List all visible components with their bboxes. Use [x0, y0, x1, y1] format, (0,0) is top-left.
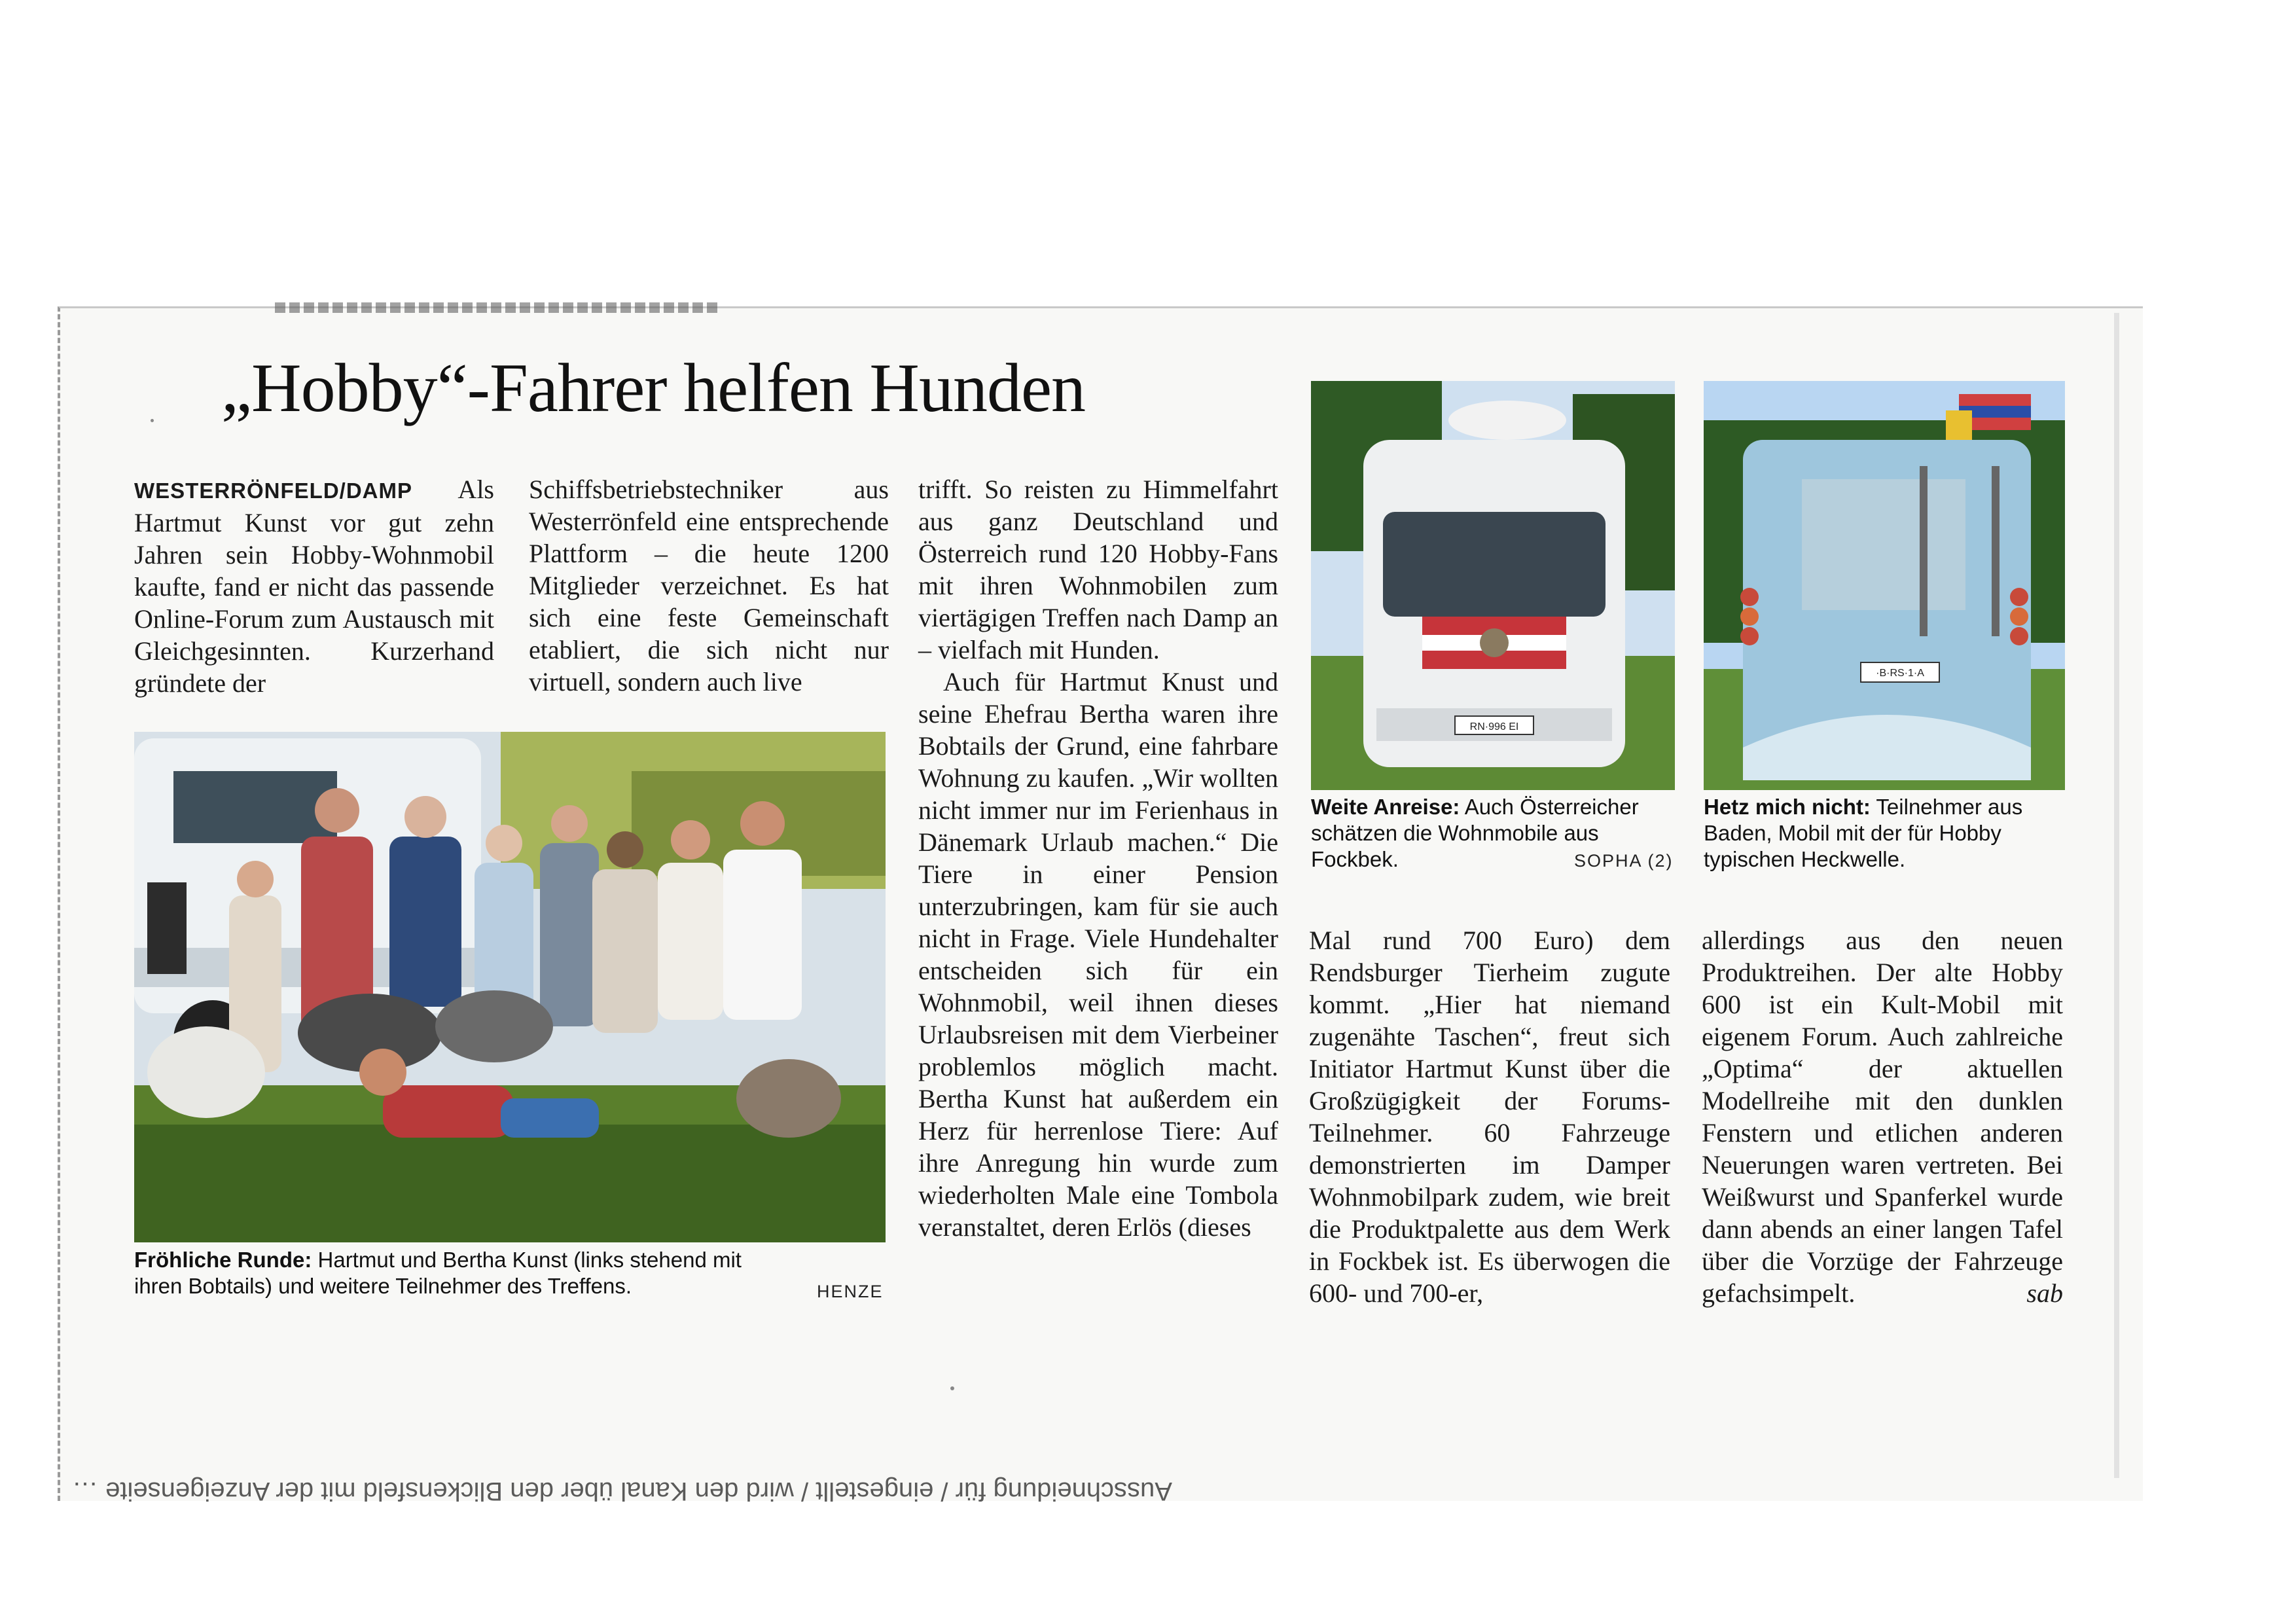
- rear-camper-photo: [1704, 381, 2065, 790]
- rear-photo-caption: [1704, 794, 2070, 873]
- article-column-1: [134, 473, 494, 699]
- dateline: WESTERRÖNFELD/DAMP: [134, 478, 412, 503]
- article-headline: „Hobby“-Fahrer helfen Hunden: [221, 350, 1086, 426]
- rear-caption-text: Teilnehmer aus Baden, Mobil mit der für Hobby typischen Heckwelle.: [1704, 795, 2023, 871]
- group-photo-caption: [134, 1247, 776, 1299]
- front-camper-photo: [1311, 381, 1675, 790]
- front-photo-credit: SOPHA (2): [1574, 851, 1674, 871]
- mirrored-footer-text: Ausschneidung für / eingestellt / wird den Kanal über den Blickensfeld mit der Anzeigenseite …: [72, 1477, 1172, 1506]
- column-4-text: Mal rund 700 Euro) dem Rendsburger Tierheim zugute kommt. „Hier hat niemand zugenähte Taschen“, freut sich Initiator Hartmut Kunst über die Großzügigkeit der Forums-Teilnehmer. 60 Fahrzeuge demonstrierten im Damper Wohnmobilpark zudem, wie breit die Produktpalette aus dem Werk in Fockbek ist. Es überwogen die 600- und 700-er,: [1309, 926, 1670, 1308]
- column-5-text: allerdings aus den neuen Produktreihen. Der alte Hobby 600 ist ein Kult-Mobil mit eigenem Forum. Auch zahlreiche „Optima“ der aktuellen Modellreihe mit den dunklen Fenstern und etlichen anderen Neuerungen waren vertreten. Bei Weißwurst und Spanferkel wurde dann abends an einer langen Tafel über die Vorzüge der Fahrzeuge gefachsimpelt.: [1702, 926, 2063, 1308]
- group-photo-image: [134, 732, 886, 1242]
- author-signature: sab: [2026, 1278, 2063, 1308]
- front-camper-image: [1311, 381, 1675, 790]
- article-column-3: [918, 473, 1278, 1243]
- article-column-4: [1309, 924, 1670, 1309]
- group-caption-text: Hartmut und Bertha Kunst (links stehend mit ihren Bobtails) und weitere Teilnehmer des Treffens.: [134, 1248, 742, 1298]
- column-3-paragraph-2: Auch für Hartmut Knust und seine Ehefrau Bertha waren ihre Bobtails der Grund, eine fahrbare Wohnung zu kaufen. „Wir wollten nicht immer nur im Ferienhaus in Dänemark Urlaub machen.“ Die Tiere in einer Pension unterzubringen, kam für sie auch nicht in Frage. Viele Hundehalter entscheiden sich für ein Wohnmobil, weil ihnen dieses Urlaubsreisen mit dem Vierbeiner problemlos möglich macht. Bertha Kunst hat außerdem ein Herz für herrenlose Tiere: Auf ihre Anregung hin wurde zum wiederholten Male eine Tombola veranstaltet, deren Erlös (dieses: [918, 667, 1278, 1242]
- front-caption-text: Auch Österreicher schätzen die Wohnmobile aus Fockbek.: [1311, 795, 1639, 871]
- article-column-5: [1702, 924, 2063, 1309]
- rear-camper-image: [1704, 381, 2065, 790]
- rear-plate: ·B·RS·1·A: [1876, 668, 1924, 679]
- group-photo: [134, 732, 886, 1242]
- column-1-text: Als Hartmut Kunst vor gut zehn Jahren sein Hobby-Wohnmobil kaufte, fand er nicht das passende Online-Forum zum Austausch mit Gleichgesinnten. Kurzerhand gründete der: [134, 475, 494, 698]
- front-caption-lead: Weite Anreise:: [1311, 795, 1460, 819]
- scan-speck: [950, 1386, 954, 1390]
- column-2-text: Schiffsbetriebstechniker aus Westerrönfeld eine entsprechende Plattform – die heute 1200 Mitglieder verzeichnet. Es hat sich eine feste Gemeinschaft etabliert, die sich nicht nur virtuell, sondern auch live: [529, 475, 889, 696]
- rear-caption-lead: Hetz mich nicht:: [1704, 795, 1871, 819]
- group-photo-credit: HENZE: [817, 1282, 884, 1301]
- scan-speck: [151, 419, 154, 422]
- front-plate: RN·996 EI: [1469, 721, 1519, 732]
- article-column-2: [529, 473, 889, 698]
- column-3-paragraph-1: trifft. So reisten zu Himmelfahrt aus ganz Deutschland und Österreich rund 120 Hobby-Fans mit ihren Wohnmobilen zum viertägigen Treffen nach Damp an – vielfach mit Hunden.: [918, 475, 1278, 664]
- group-caption-lead: Fröhliche Runde:: [134, 1248, 312, 1272]
- running-title-remnant: [275, 302, 720, 313]
- clipping-edge: [2114, 313, 2119, 1478]
